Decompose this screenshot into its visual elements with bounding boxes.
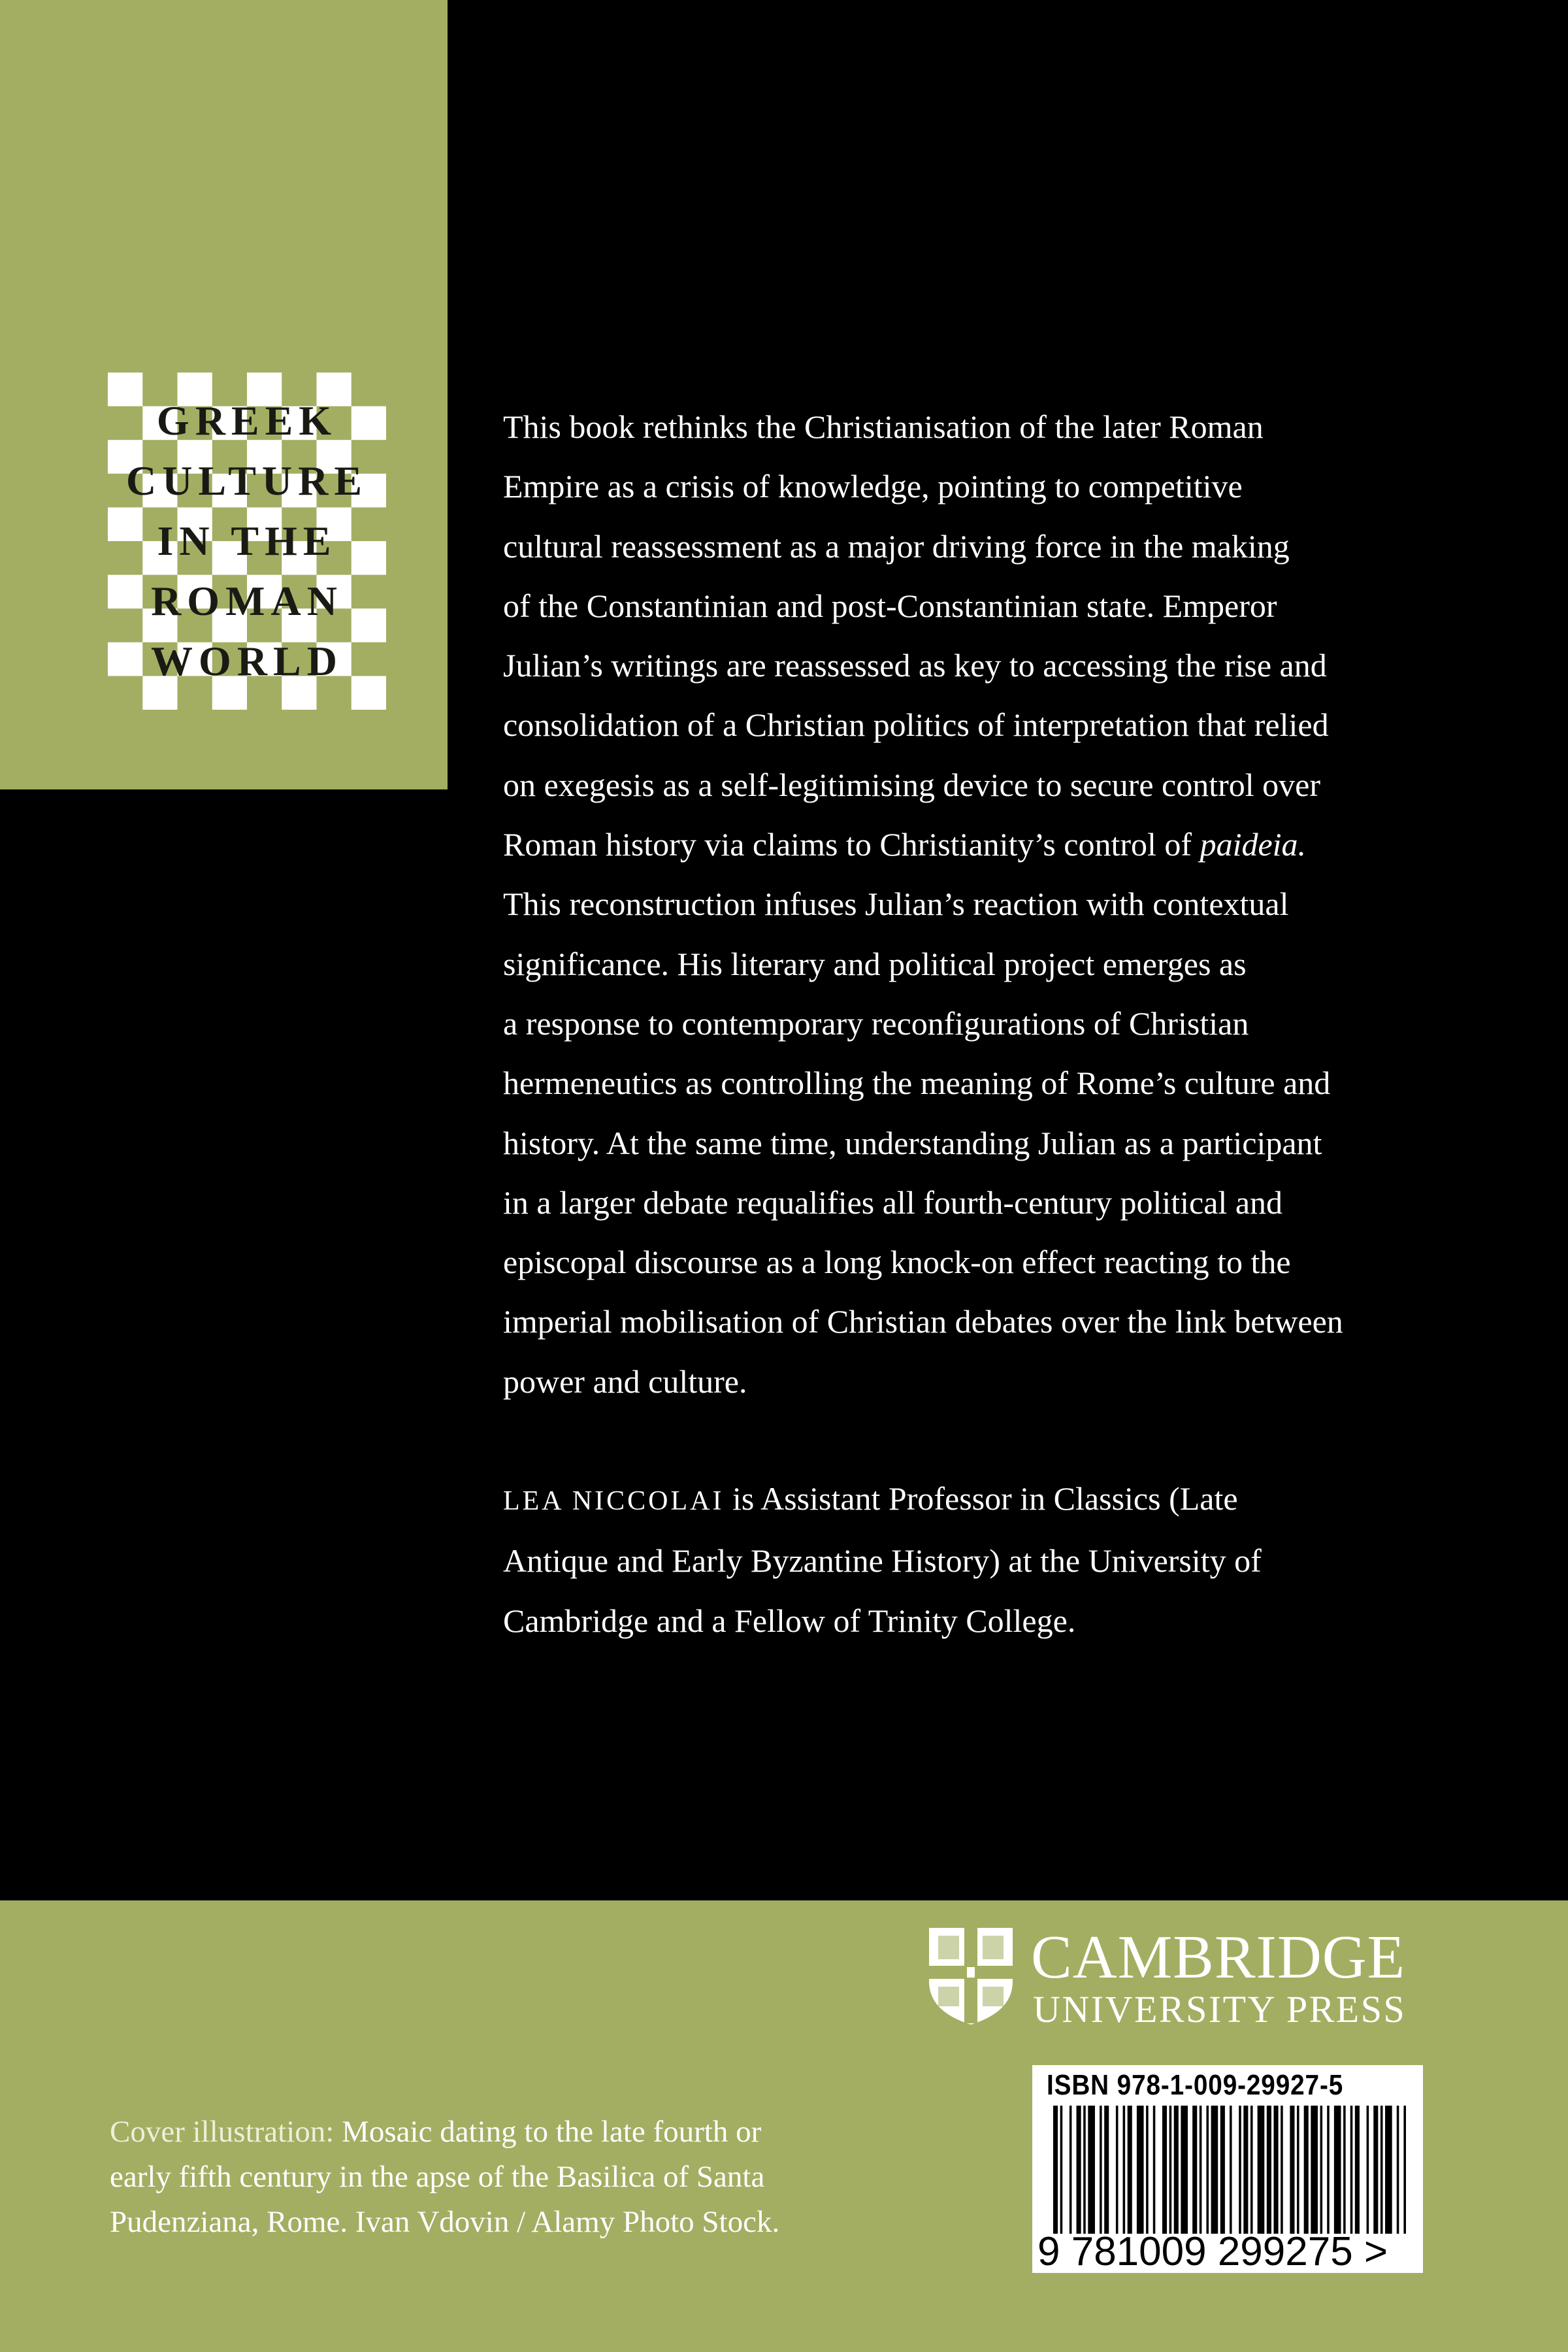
- bio-text: is Assistant Professor in Classics (Late: [724, 1480, 1238, 1517]
- blurb-line: Empire as a crisis of knowledge, pointing to competitive: [503, 468, 1243, 505]
- blurb-line: of the Constantinian and post-Constantinian state. Emperor: [503, 587, 1277, 624]
- blurb-line: imperial mobilisation of Christian debates over the link between: [503, 1303, 1343, 1340]
- cover-credit: [110, 2110, 894, 2245]
- blurb-line: This reconstruction infuses Julian’s reaction with contextual: [503, 886, 1289, 923]
- barcode-bar: [1206, 2106, 1209, 2234]
- blurb-italic-word: paideia.: [1200, 826, 1307, 863]
- barcode-bar: [1380, 2106, 1383, 2234]
- blurb-line: cultural reassessment as a major driving force in the making: [503, 527, 1290, 565]
- publisher-logo: [926, 1925, 1443, 2030]
- barcode-bar: [1297, 2106, 1299, 2234]
- barcode-bar: [1355, 2106, 1360, 2234]
- barcode-bar: [1274, 2106, 1279, 2234]
- barcode-bar: [1200, 2106, 1202, 2234]
- isbn-label: ISBN 978-1-009-29927-5: [1047, 2069, 1344, 2101]
- barcode-bar: [1083, 2106, 1086, 2234]
- blurb-line: hermeneutics as controlling the meaning of Rome’s culture and: [503, 1065, 1331, 1102]
- barcode-bar: [1100, 2106, 1102, 2234]
- blurb-line: history. At the same time, understanding Julian as a participant: [503, 1124, 1322, 1161]
- barcode-bar: [1250, 2106, 1253, 2234]
- publisher-name: CAMBRIDGE: [1031, 1923, 1406, 1991]
- barcode-bar: [1258, 2106, 1265, 2234]
- blurb-line: This book rethinks the Christianisation of the later Roman: [503, 408, 1264, 445]
- blurb-line: episcopal discourse as a long knock-on effect reacting to the: [503, 1244, 1291, 1281]
- series-title-line: IN THE: [157, 518, 337, 564]
- series-logo: [108, 373, 386, 710]
- barcode-bar: [1181, 2106, 1188, 2234]
- barcode-bar: [1327, 2106, 1330, 2234]
- blurb-line: power and culture.: [503, 1363, 747, 1400]
- barcode-bar: [1128, 2106, 1132, 2234]
- barcode-bar: [1162, 2106, 1167, 2234]
- barcode-bar: [1350, 2106, 1353, 2234]
- barcode-bar: [1053, 2106, 1058, 2234]
- series-title-line: GREEK: [156, 397, 338, 444]
- barcode-bar: [1104, 2106, 1109, 2234]
- barcode-bar: [1397, 2106, 1399, 2234]
- barcode-bar: [1243, 2106, 1248, 2234]
- barcode-bar: [1123, 2106, 1126, 2234]
- barcode-bar: [1060, 2106, 1063, 2234]
- bio-line: Cambridge and a Fellow of Trinity College.: [503, 1602, 1076, 1639]
- barcode-bar: [1343, 2106, 1346, 2234]
- barcode-digits: 9 781009 299275 >: [1037, 2229, 1388, 2274]
- credit-line: Pudenziana, Rome. Ivan Vdovin / Alamy Photo Stock.: [110, 2205, 780, 2239]
- author-name: LEA NICCOLAI: [503, 1486, 725, 1516]
- credit-line: [110, 2110, 894, 2155]
- barcode-bar: [1367, 2106, 1369, 2234]
- barcode-bar: [1230, 2106, 1232, 2234]
- author-bio: [503, 1469, 1444, 1651]
- blurb-line: [503, 815, 1444, 874]
- barcode-bar: [1334, 2106, 1341, 2234]
- barcode-bar: [1169, 2106, 1172, 2234]
- barcode-bar: [1403, 2106, 1406, 2234]
- cambridge-crest-icon: [926, 1925, 1015, 2027]
- book-blurb: [503, 397, 1444, 1412]
- barcode-bar: [1304, 2106, 1309, 2234]
- blurb-line: Julian’s writings are reassessed as key to accessing the rise and: [503, 647, 1327, 684]
- barcode-bar: [1174, 2106, 1179, 2234]
- blurb-line: on exegesis as a self-legitimising device to secure control over: [503, 766, 1320, 803]
- credit-label: Cover illustration:: [110, 2115, 335, 2149]
- series-title-line: WORLD: [151, 638, 343, 684]
- barcode-bar: [1137, 2106, 1144, 2234]
- barcode-bar: [1116, 2106, 1119, 2234]
- barcode-bars: [1053, 2106, 1406, 2234]
- publisher-subtitle: UNIVERSITY PRESS: [1033, 1988, 1407, 2030]
- bio-line: Antique and Early Byzantine History) at the University of: [503, 1542, 1262, 1580]
- barcode-bar: [1373, 2106, 1378, 2234]
- series-title-line: CULTURE: [125, 457, 368, 504]
- barcode-bar: [1211, 2106, 1218, 2234]
- bio-line: [503, 1469, 1444, 1531]
- barcode-bar: [1088, 2106, 1095, 2234]
- series-title: [108, 373, 386, 710]
- blurb-line: significance. His literary and political project emerges as: [503, 945, 1247, 982]
- blurb-text: Roman history via claims to Christianity’s control of: [503, 826, 1200, 863]
- isbn-barcode: [1032, 2065, 1423, 2273]
- barcode-bar: [1146, 2106, 1149, 2234]
- barcode-bar: [1267, 2106, 1271, 2234]
- credit-line: early fifth century in the apse of the Basilica of Santa: [110, 2160, 765, 2194]
- barcode-bar: [1385, 2106, 1392, 2234]
- barcode-bar: [1220, 2106, 1225, 2234]
- blurb-line: in a larger debate requalifies all fourth-century political and: [503, 1184, 1283, 1221]
- barcode-bar: [1290, 2106, 1294, 2234]
- barcode-bar: [1070, 2106, 1072, 2234]
- series-title-line: ROMAN: [151, 578, 343, 624]
- blurb-line: consolidation of a Christian politics of interpretation that relied: [503, 706, 1329, 744]
- barcode-bar: [1311, 2106, 1318, 2234]
- credit-text: Mosaic dating to the late fourth or: [334, 2115, 762, 2149]
- barcode-bar: [1239, 2106, 1241, 2234]
- blurb-line: a response to contemporary reconfigurations of Christian: [503, 1004, 1249, 1042]
- barcode-bar: [1192, 2106, 1197, 2234]
- barcode-bar: [1153, 2106, 1156, 2234]
- barcode-bar: [1281, 2106, 1283, 2234]
- barcode-bar: [1077, 2106, 1081, 2234]
- barcode-bar: [1320, 2106, 1323, 2234]
